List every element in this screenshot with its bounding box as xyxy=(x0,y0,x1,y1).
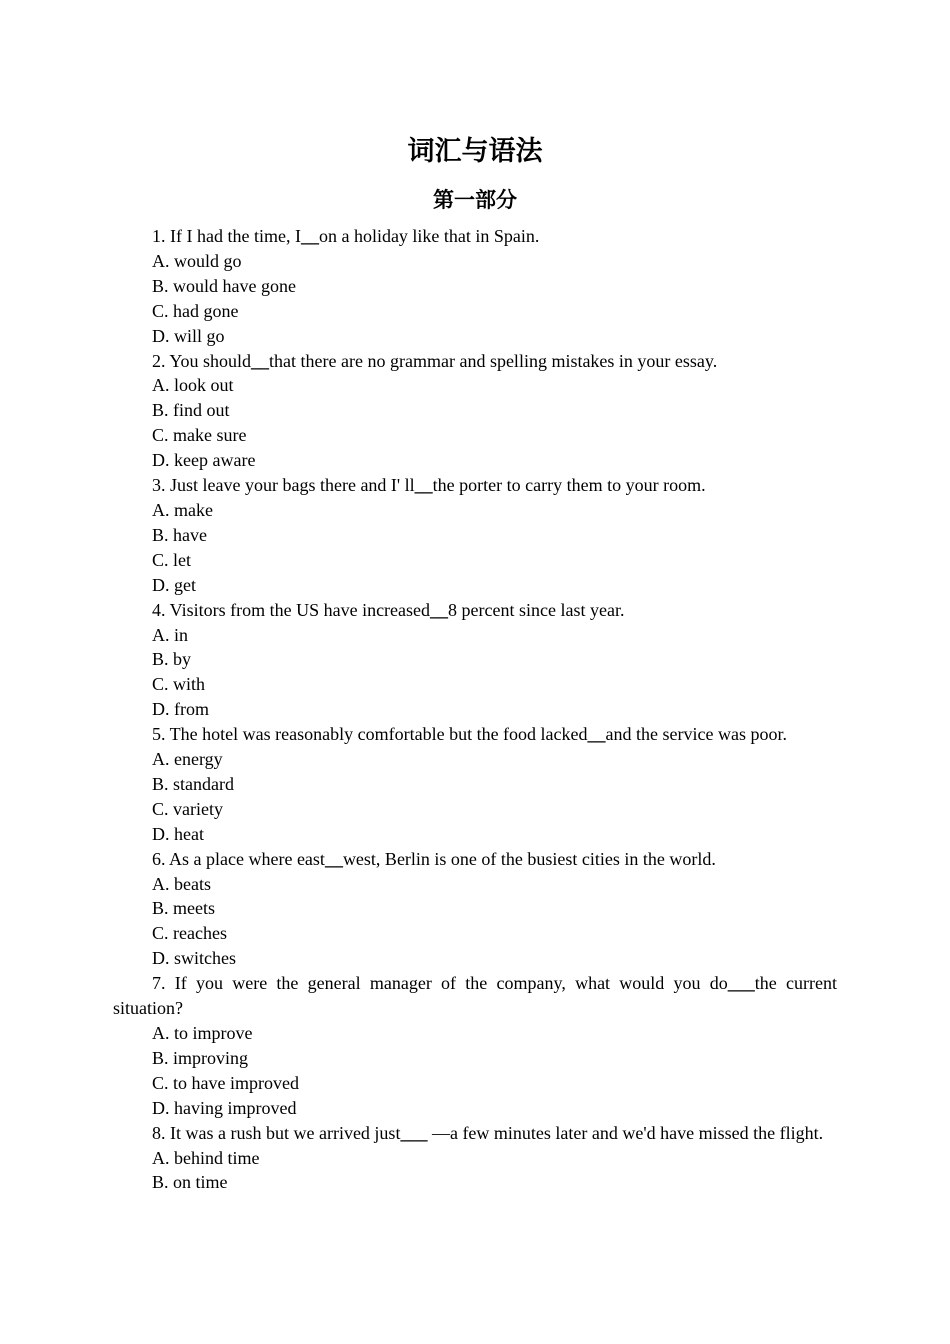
question-stem: 8. It was a rush but we arrived just___ —a few minutes later and we'd have missed the flight. xyxy=(152,1122,824,1143)
option-d: D. having improved xyxy=(152,1097,297,1118)
option-a: A. beats xyxy=(152,873,211,894)
option-b: B. find out xyxy=(152,400,230,421)
section-heading: 第一部分 xyxy=(433,188,517,212)
question-stem: 1. If I had the time, I__on a holiday like that in Spain. xyxy=(152,226,540,246)
option-a: A. in xyxy=(152,624,188,645)
option-d: D. heat xyxy=(152,823,204,844)
answer-blank: ___ xyxy=(727,973,755,994)
option-c: C. reaches xyxy=(152,923,227,944)
option-b: B. by xyxy=(152,649,192,670)
option-d: D. switches xyxy=(152,948,236,969)
option-d: D. will go xyxy=(152,325,225,346)
option-a: A. would go xyxy=(152,250,242,271)
option-b: B. improving xyxy=(152,1047,249,1068)
option-d: D. from xyxy=(152,699,209,720)
option-a: A. behind time xyxy=(152,1147,260,1168)
question-stem: 6. As a place where east__west, Berlin is one of the busiest cities in the world. xyxy=(152,848,716,869)
question-stem: 4. Visitors from the US have increased__8 percent since last year. xyxy=(152,599,625,620)
option-c: C. make sure xyxy=(152,425,247,446)
answer-blank: ___ xyxy=(400,1122,428,1143)
option-b: B. standard xyxy=(152,773,234,794)
question-list xyxy=(113,224,837,1195)
question-stem: 2. You should__that there are no grammar and spelling mistakes in your essay. xyxy=(152,350,718,371)
option-d: D. keep aware xyxy=(152,450,256,471)
option-a: A. energy xyxy=(152,749,223,770)
option-c: C. let xyxy=(152,549,191,570)
option-a: A. to improve xyxy=(152,1023,253,1043)
option-d: D. get xyxy=(152,574,196,595)
option-c: C. with xyxy=(152,674,206,695)
answer-blank: __ xyxy=(251,350,270,371)
question-stem: 7. If you were the general manager of the company, what would you do___the current situation? xyxy=(113,973,837,1019)
page-title: 词汇与语法 xyxy=(407,136,543,166)
option-b: B. meets xyxy=(152,898,215,919)
option-c: C. had gone xyxy=(152,300,239,321)
option-c: C. variety xyxy=(152,798,223,819)
answer-blank: __ xyxy=(430,599,449,620)
answer-blank: __ xyxy=(324,848,343,869)
answer-blank: __ xyxy=(414,475,433,496)
answer-blank: __ xyxy=(300,226,319,246)
option-b: B. on time xyxy=(152,1172,228,1193)
option-a: A. look out xyxy=(152,375,234,396)
option-b: B. have xyxy=(152,524,207,545)
option-a: A. make xyxy=(152,499,213,520)
option-b: B. would have gone xyxy=(152,275,296,296)
answer-blank: __ xyxy=(587,724,606,745)
option-c: C. to have improved xyxy=(152,1072,299,1093)
question-stem: 5. The hotel was reasonably comfortable but the food lacked__and the service was poor. xyxy=(152,724,787,745)
question-stem: 3. Just leave your bags there and I' ll__the porter to carry them to your room. xyxy=(152,475,706,496)
